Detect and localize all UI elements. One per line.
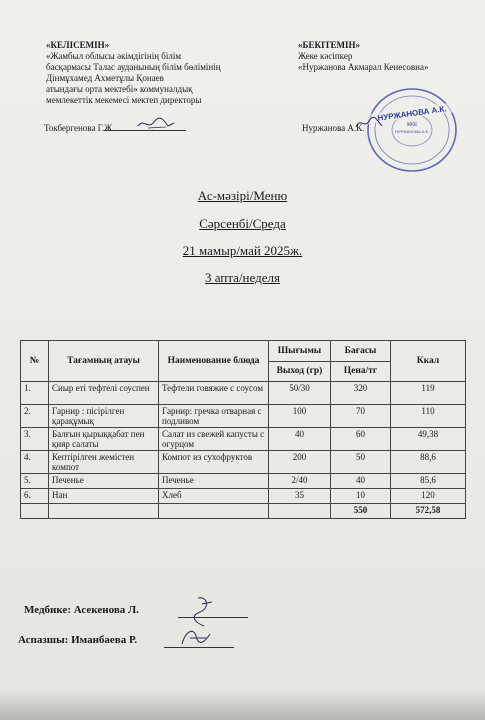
day-title: Сәрсенбі/Среда [199,216,286,231]
cell-name-ru: Печенье [159,474,269,489]
cell-num: 3. [21,428,49,451]
approve-left-title: «КЕЛІСЕМІН» [46,40,110,50]
stamp-center-line: ЖКЕ [406,122,418,128]
table-row [21,451,466,474]
cell-yield: 200 [269,451,331,474]
cell-yield: 35 [269,489,331,504]
table-row [21,382,466,405]
cell-kcal: 88,6 [391,451,466,474]
cell-price: 50 [331,451,391,474]
cell-yield: 2/40 [269,474,331,489]
date-title: 21 мамыр/май 2025ж. [182,243,303,258]
left-header-line: атындағы орта мектебі» коммуналдық [46,84,193,94]
cell-yield: 100 [269,405,331,428]
cell-name-ru: Компот из сухофруктов [159,451,269,474]
right-header-line: «Нуржанова Акмарал Кенесовна» [298,62,429,72]
cell-price: 60 [331,428,391,451]
cell-name-kz: Сиыр еті тефтелі соуспен [49,382,159,405]
cell-num: 2. [21,405,49,428]
cell-kcal: 49,38 [391,428,466,451]
cell-price: 320 [331,382,391,405]
left-signer: Токбергенова Г.Ж. [44,123,115,133]
col-header-price-ru: Цена/тг [331,361,391,382]
cell-total-price: 550 [331,504,391,519]
cell-num: 5. [21,474,49,489]
table-row [21,489,466,504]
menu-table [20,340,466,519]
cell-name-ru: Гарнир: гречка отварная с подливом [159,405,269,428]
left-header-line: мемлекеттік мекемесі мектеп директоры [46,95,202,105]
col-header-name-kz: Тағамның атауы [49,341,159,382]
cell-yield: 50/30 [269,382,331,405]
signature-scribble-icon [354,114,384,132]
left-header-line: Дінмұхамед Ахметұлы Қонаев [46,73,164,83]
cell-name-kz: Печенье [49,474,159,489]
right-header-line: Жеке кәсіпкер [298,51,353,61]
stamp-center-line: НУРЖАНОВА А.К. [395,129,429,134]
cell-num: 6. [21,489,49,504]
col-header-yield-ru: Выход (гр) [269,361,331,382]
cell-price: 40 [331,474,391,489]
cell-name-ru: Хлеб [159,489,269,504]
cell-price: 10 [331,489,391,504]
left-header-line: «Жамбыл облысы әкімдігінің білім [46,51,182,61]
approve-right-title: «БЕКІТЕМІН» [298,40,360,50]
table-row [21,405,466,428]
cell-price: 70 [331,405,391,428]
cell-empty [21,504,49,519]
cell-total-kcal: 572,58 [391,504,466,519]
right-signer: Нуржанова А.К. [302,123,365,133]
cell-kcal: 119 [391,382,466,405]
week-title: 3 апта/неделя [205,270,280,285]
col-header-yield-kz: Шығымы [269,341,331,362]
table-row [21,474,466,489]
col-header-num: № [21,341,49,382]
cell-name-ru: Салат из свежей капусты с огурцом [159,428,269,451]
cell-empty [49,504,159,519]
cell-name-ru: Тефтели говяжие с соусом [159,382,269,405]
stamp-band-text: НУРЖАНОВА А.К. [377,104,448,123]
cell-num: 1. [21,382,49,405]
cook-signature-label: Аспазшы: Иманбаева Р. [18,634,138,646]
left-header-line: басқармасы Талас ауданының білім бөлімінің [46,62,221,72]
col-header-kcal: Ккал [391,341,466,382]
cell-name-kz: Гарнир : пісірілген қарақұмық [49,405,159,428]
nurse-signature-label: Медбике: Асекенова Л. [24,604,139,616]
table-header-row [21,341,466,362]
cell-name-kz: Нан [49,489,159,504]
signature-scribble-icon [136,114,176,132]
table-row [21,428,466,451]
cell-yield: 40 [269,428,331,451]
menu-title: Ас-мәзірі/Меню [197,188,288,203]
cell-name-kz: Кептірілген жемістен компот [49,451,159,474]
cell-empty [269,504,331,519]
signature-scribble-icon [176,624,216,650]
cell-kcal: 120 [391,489,466,504]
cell-name-kz: Балғын қырыққабат пен қияр салаты [49,428,159,451]
col-header-name-ru: Наименование блюда [159,341,269,382]
cell-empty [159,504,269,519]
cell-num: 4. [21,451,49,474]
cell-kcal: 85,6 [391,474,466,489]
col-header-price-kz: Бағасы [331,341,391,362]
table-total-row [21,504,466,519]
cell-kcal: 110 [391,405,466,428]
page-bottom-shadow [0,690,485,720]
